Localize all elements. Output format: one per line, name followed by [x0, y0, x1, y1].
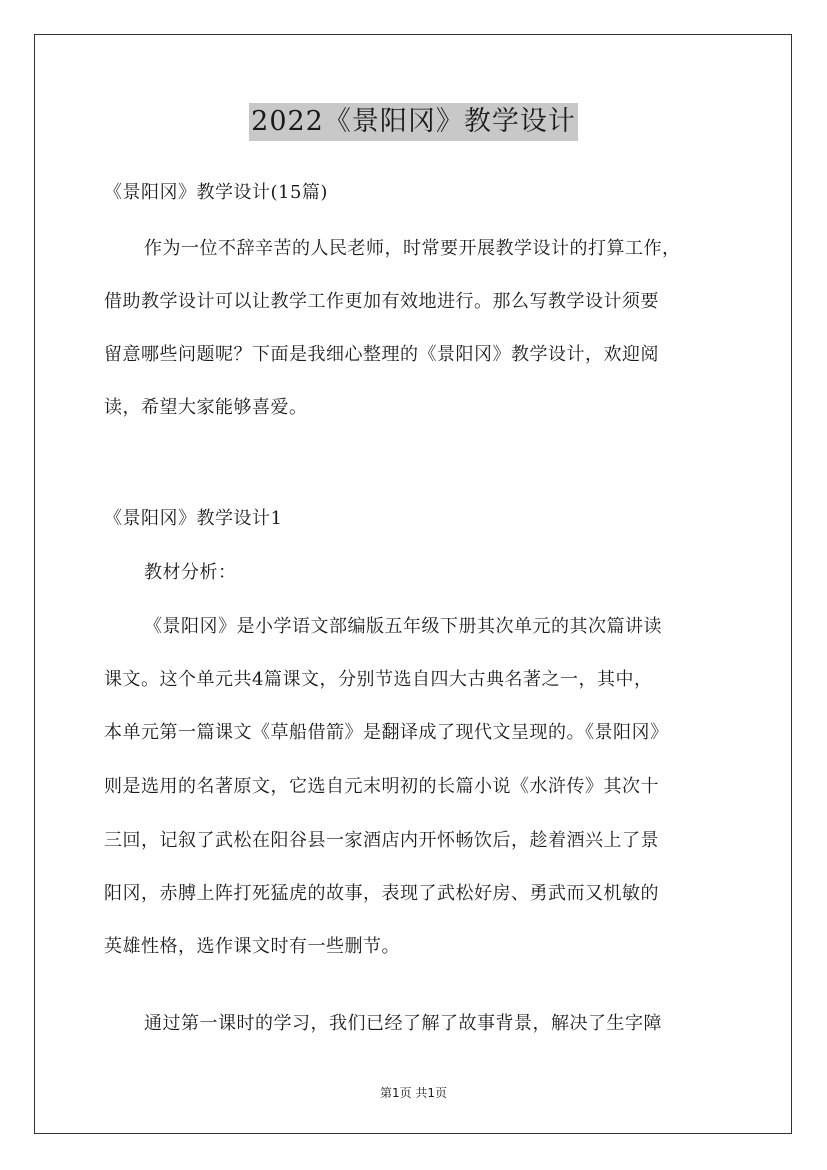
page-footer: 第1页 共1页 [379, 1086, 448, 1100]
analysis-line: 则是选用的名著原文，它选自元末明初的长篇小说《水浒传》其次十 [104, 776, 659, 797]
intro-line: 读，希望大家能够喜爱。 [104, 397, 308, 418]
document-title: 2022《景阳冈》教学设计 [249, 103, 578, 141]
analysis-line: 英雄性格，选作课文时有一些删节。 [104, 936, 400, 957]
analysis-line: 《景阳冈》是小学语文部编版五年级下册其次单元的其次篇讲读 [144, 616, 662, 637]
analysis-label: 教材分析： [144, 562, 237, 583]
paragraph-line: 通过第一课时的学习，我们已经了解了故事背景，解决了生字障 [144, 1013, 662, 1034]
analysis-line: 课文。这个单元共4篇课文，分别节选自四大古典名著之一，其中， [104, 669, 653, 690]
subtitle: 《景阳冈》教学设计(15篇) [104, 182, 328, 203]
intro-line: 作为一位不辞辛苦的人民老师，时常要开展教学设计的打算工作， [144, 238, 681, 259]
intro-line: 借助教学设计可以让教学工作更加有效地进行。那么写教学设计须要 [104, 291, 659, 312]
title-container [0, 103, 827, 141]
analysis-line: 三回，记叙了武松在阳谷县一家酒店内开怀畅饮后，趁着酒兴上了景 [104, 830, 659, 851]
intro-line: 留意哪些问题呢？下面是我细心整理的《景阳冈》教学设计，欢迎阅 [104, 344, 659, 365]
analysis-line: 阳冈，赤膊上阵打死猛虎的故事，表现了武松好房、勇武而又机敏的 [104, 883, 659, 904]
analysis-line: 本单元第一篇课文《草船借箭》是翻译成了现代文呈现的。《景阳冈》 [104, 722, 669, 743]
section-heading: 《景阳冈》教学设计1 [104, 508, 283, 529]
